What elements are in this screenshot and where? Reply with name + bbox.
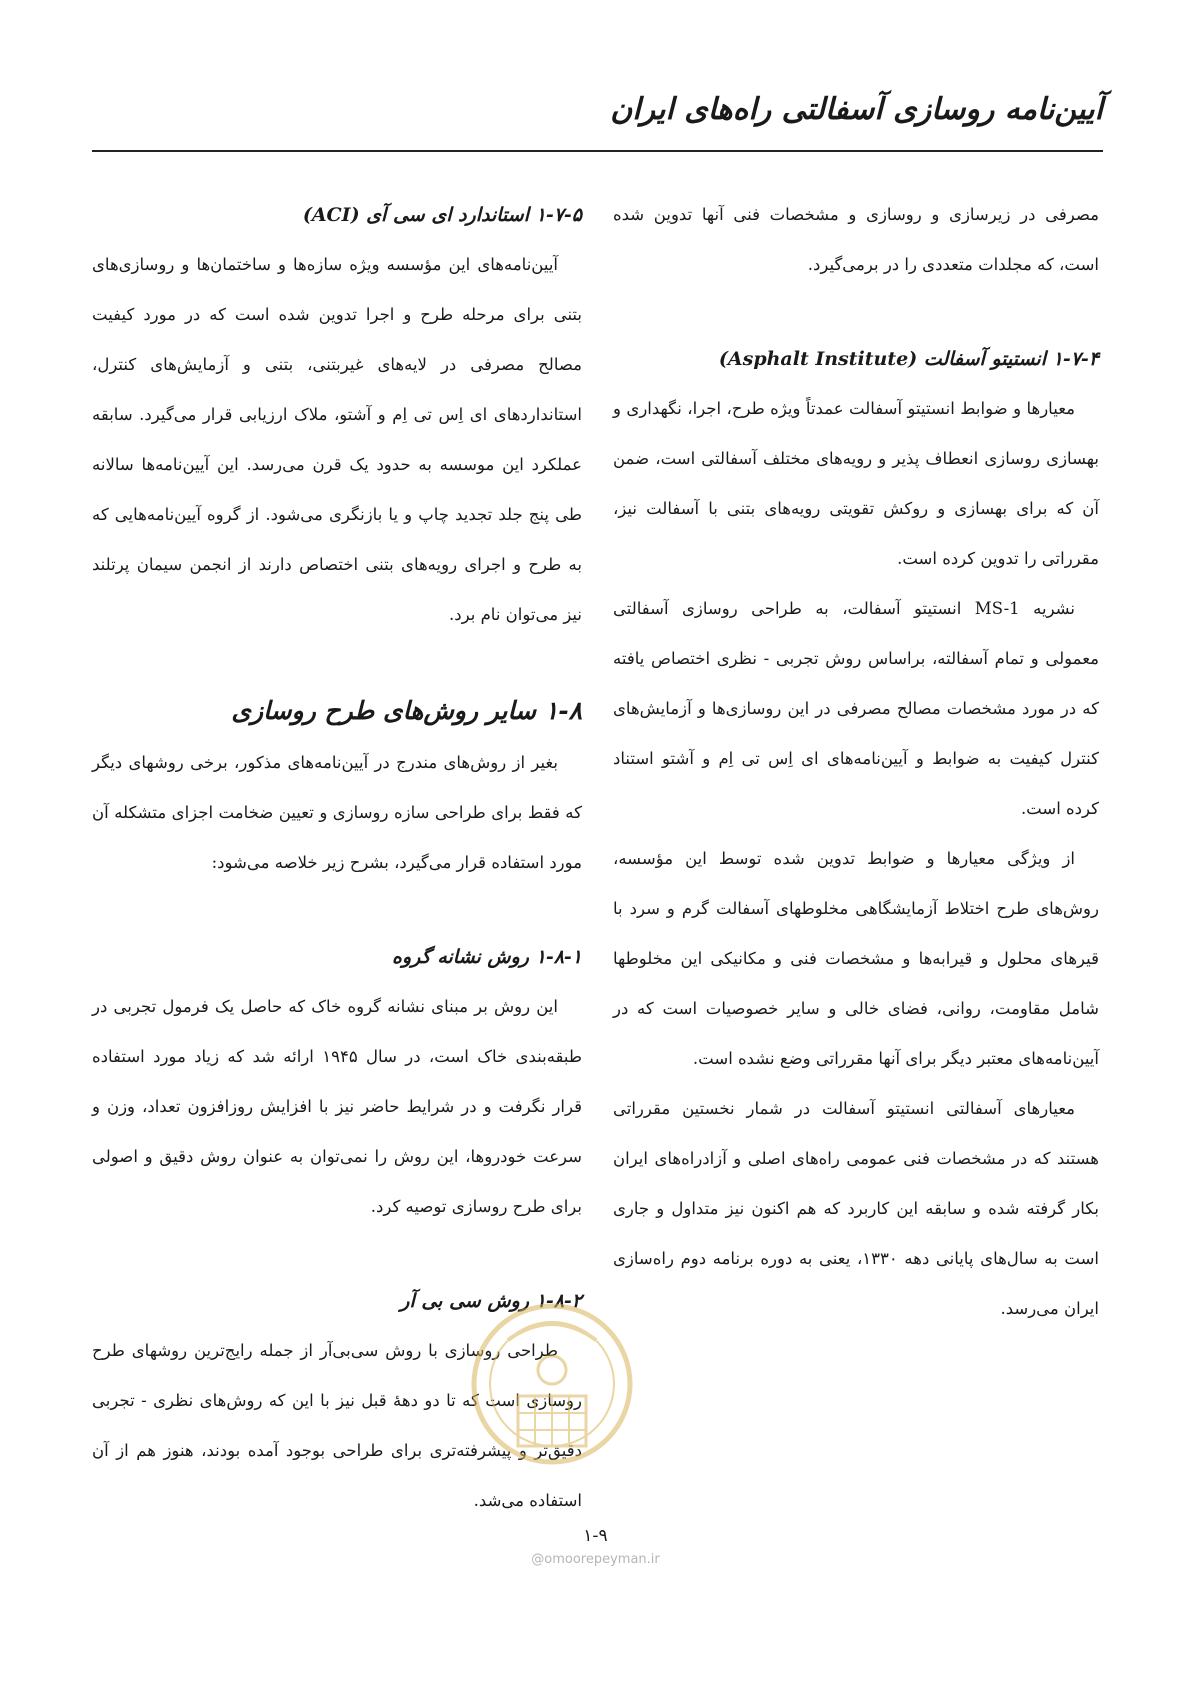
watermark-stamp-icon (468, 1300, 636, 1480)
section-1-7-4-paragraph-1: معیارها و ضوابط انستیتو آسفالت عمدتاً ویژه طرح، اجرا، نگهداری و بهسازی روسازی انعطاف پذیر و رویه‌های مختلف آسفالتی است، ضمن آن که برای بهسازی و روکش تقویتی رویه‌های بتنی با آسفالت نیز، مقرراتی را تدوین کرده است. (613, 399, 1099, 568)
section-1-8-heading: ۱-۸ سایر روش‌های طرح روسازی (231, 696, 582, 725)
watermark-url: @omoorepeyman.ir (531, 1552, 660, 1567)
section-1-8-2-paragraph: طراحی روسازی با روش سی‌بی‌آر از جمله رایج‌ترین روشهای طرح روسازی است که تا دو دههٔ قبل نیز با این که روش‌های نظری - تجربی دقیق‌تر و پیشرفته‌تری برای طراحی بوجود آمده بودند، هنوز هم از آن استفاده می‌شد. (92, 1341, 582, 1510)
section-1-7-4-paragraph-2: نشریه MS-1 انستیتو آسفالت، به طراحی روسازی آسفالتی معمولی و تمام آسفالته، براساس روش تجربی - نظری اختصاص یافته که در مورد مشخصات مصالح مصرفی در این روسازی‌ها و آزمایش‌های کنترل کیفیت به ضوابط و آیین‌نامه‌های ای اِس تی اِم و آشتو استناد کرده است. (613, 599, 1099, 818)
intro-paragraph: مصرفی در زیرسازی و روسازی و مشخصات فنی آنها تدوین شده است، که مجلدات متعددی را در برمی‌گیرد. (613, 205, 1099, 274)
section-1-8-paragraph: بغیر از روش‌های مندرج در آیین‌نامه‌های مذکور، برخی روشهای دیگر که فقط برای طراحی سازه روسازی و تعیین ضخامت اجزای متشکله آن مورد استفاده قرار می‌گیرد، بشرح زیر خلاصه می‌شود: (92, 753, 582, 872)
section-1-7-4-heading: ۱-۷-۴ انستیتو آسفالت (Asphalt Institute) (718, 348, 1099, 370)
section-1-7-4-paragraph-4: معیارهای آسفالتی انستیتو آسفالت در شمار نخستین مقرراتی هستند که در مشخصات فنی عمومی راه‌های اصلی و آزادراه‌های ایران بکار گرفته شده و سابقه این کاربرد که هم اکنون نیز متداول و جاری است به سال‌های پایانی دهه ۱۳۳۰، یعنی به دوره برنامه دوم راه‌سازی ایران می‌رسد. (613, 1099, 1099, 1318)
page-number: ۱-۹ (583, 1526, 608, 1546)
section-1-8-2-heading: ۱-۸-۲ روش سی بی آر (400, 1290, 582, 1312)
header-rule (92, 150, 1103, 152)
section-1-8-1-heading: ۱-۸-۱ روش نشانه گروه (392, 946, 582, 968)
section-1-8-1-paragraph: این روش بر مبنای نشانه گروه خاک که حاصل یک فرمول تجربی در طبقه‌بندی خاک است، در سال ۱۹۴۵ ارائه شد که زیاد مورد استفاده قرار نگرفت و در شرایط حاضر نیز با افزایش روزافزون تعداد، وزن و سرعت خودروها، این روش را نمی‌توان به عنوان روش دقیق و اصولی برای طرح روسازی توصیه کرد. (92, 997, 582, 1216)
section-1-7-5-heading: ۱-۷-۵ استاندارد ای سی آی (ACI) (302, 204, 582, 226)
section-1-7-4-paragraph-3: از ویژگی معیارها و ضوابط تدوین شده توسط این مؤسسه، روش‌های طرح اختلاط آزمایشگاهی مخلوطهای آسفالت گرم و سرد با قیرهای محلول و قیرابه‌ها و مشخصات فنی و مکانیکی این مخلوطها شامل مقاومت، روانی، فضای خالی و سایر خصوصیات است که در آیین‌نامه‌های معتبر دیگر برای آنها مقرراتی وضع نشده است. (613, 849, 1099, 1068)
right-column (613, 190, 1099, 1334)
running-header-title: آیین‌نامه روسازی آسفالتی راه‌های ایران (610, 92, 1103, 127)
section-1-7-5-paragraph: آیین‌نامه‌های این مؤسسه ویژه سازه‌ها و ساختمان‌ها و روسازی‌های بتنی برای مرحله طرح و اجرا تدوین شده است که در مورد کیفیت مصالح مصرفی در لایه‌های غیربتنی، بتنی و آزمایش‌های کنترل، استانداردهای ای اِس تی اِم و آشتو، ملاک ارزیابی قرار می‌گیرد. سابقه عملکرد این موسسه به حدود یک قرن می‌رسد. این آیین‌نامه‌ها سالانه طی پنج جلد تجدید چاپ و یا بازنگری می‌شود. از گروه آیین‌نامه‌هایی که به طرح و اجرای رویه‌های بتنی اختصاص دارند از انجمن سیمان پرتلند نیز می‌توان نام برد. (92, 255, 582, 624)
